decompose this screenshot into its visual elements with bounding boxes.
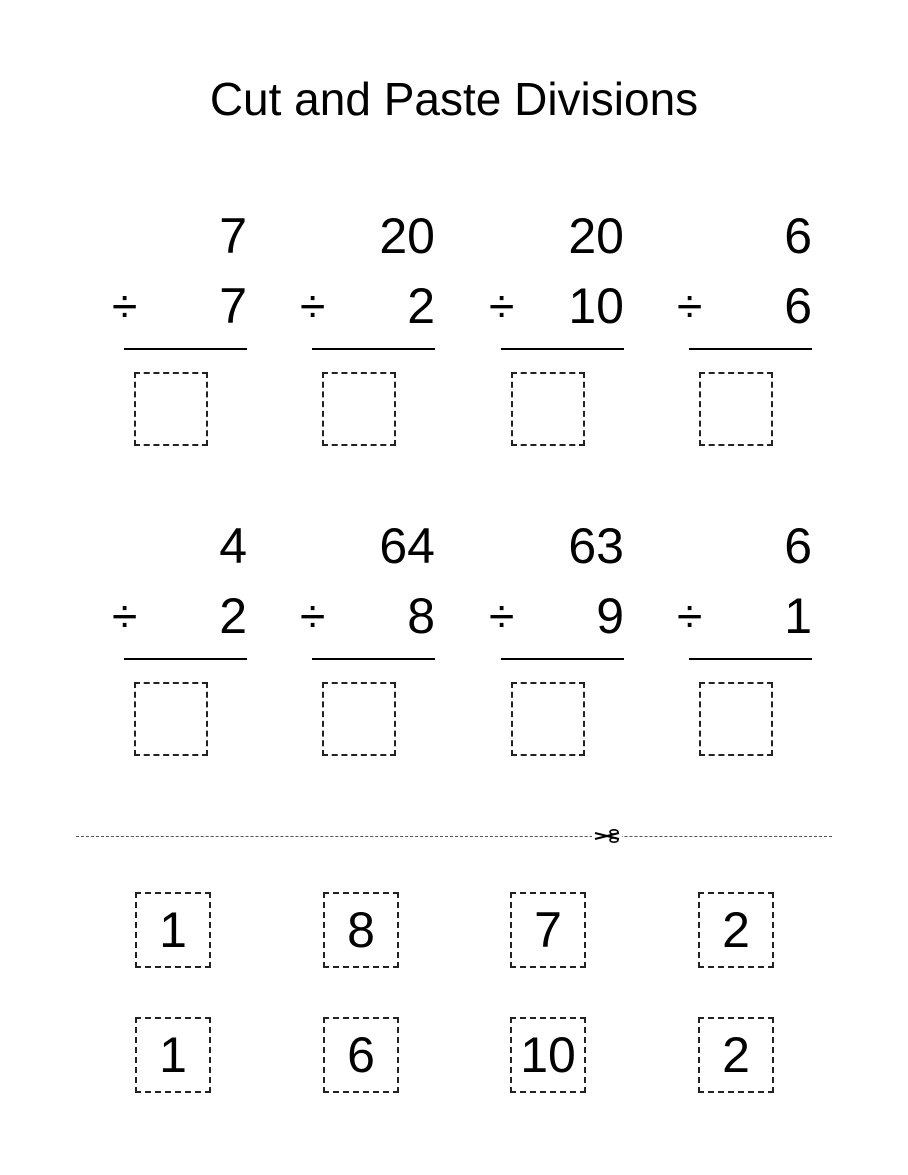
answer-rule xyxy=(312,658,435,660)
divisor: 2 xyxy=(219,588,247,644)
divide-sign: ÷ xyxy=(677,590,703,642)
problem-1 xyxy=(112,206,247,446)
answer-tile[interactable]: 8 xyxy=(323,892,399,968)
problem-3 xyxy=(489,206,624,446)
answer-rule xyxy=(124,658,247,660)
divisor: 1 xyxy=(784,588,812,644)
divisor: 6 xyxy=(784,278,812,334)
answer-tile[interactable]: 2 xyxy=(698,1017,774,1093)
answer-box[interactable] xyxy=(511,682,585,756)
answer-box[interactable] xyxy=(322,372,396,446)
answer-box[interactable] xyxy=(134,682,208,756)
answer-box[interactable] xyxy=(699,682,773,756)
answer-rule xyxy=(689,348,812,350)
divide-sign: ÷ xyxy=(300,280,326,332)
dividend: 20 xyxy=(568,208,624,264)
dividend: 7 xyxy=(219,208,247,264)
answer-tile[interactable]: 7 xyxy=(510,892,586,968)
divide-sign: ÷ xyxy=(112,590,138,642)
answer-box[interactable] xyxy=(511,372,585,446)
divide-sign: ÷ xyxy=(489,590,515,642)
dividend: 63 xyxy=(568,518,624,574)
divide-sign: ÷ xyxy=(677,280,703,332)
answer-rule xyxy=(689,658,812,660)
answer-rule xyxy=(312,348,435,350)
dividend: 6 xyxy=(784,518,812,574)
divisor: 2 xyxy=(407,278,435,334)
cut-line xyxy=(76,836,832,837)
dividend: 6 xyxy=(784,208,812,264)
answer-box[interactable] xyxy=(699,372,773,446)
answer-tile[interactable]: 10 xyxy=(510,1017,586,1093)
answer-rule xyxy=(501,658,624,660)
problem-2 xyxy=(300,206,435,446)
answer-tile[interactable]: 1 xyxy=(135,1017,211,1093)
divide-sign: ÷ xyxy=(300,590,326,642)
answer-tile[interactable]: 2 xyxy=(698,892,774,968)
problem-8 xyxy=(677,516,812,756)
answer-box[interactable] xyxy=(134,372,208,446)
answer-tile[interactable]: 6 xyxy=(323,1017,399,1093)
divisor: 7 xyxy=(219,278,247,334)
answer-rule xyxy=(501,348,624,350)
divisor: 9 xyxy=(596,588,624,644)
dividend: 4 xyxy=(219,518,247,574)
problem-4 xyxy=(677,206,812,446)
problem-7 xyxy=(489,516,624,756)
divisor: 10 xyxy=(568,278,624,334)
problem-5 xyxy=(112,516,247,756)
answer-box[interactable] xyxy=(322,682,396,756)
problem-6 xyxy=(300,516,435,756)
answer-tile[interactable]: 1 xyxy=(135,892,211,968)
answer-rule xyxy=(124,348,247,350)
divide-sign: ÷ xyxy=(489,280,515,332)
divisor: 8 xyxy=(407,588,435,644)
dividend: 20 xyxy=(379,208,435,264)
divide-sign: ÷ xyxy=(112,280,138,332)
dividend: 64 xyxy=(379,518,435,574)
page-title: Cut and Paste Divisions xyxy=(209,73,699,125)
scissors-icon xyxy=(592,825,622,847)
